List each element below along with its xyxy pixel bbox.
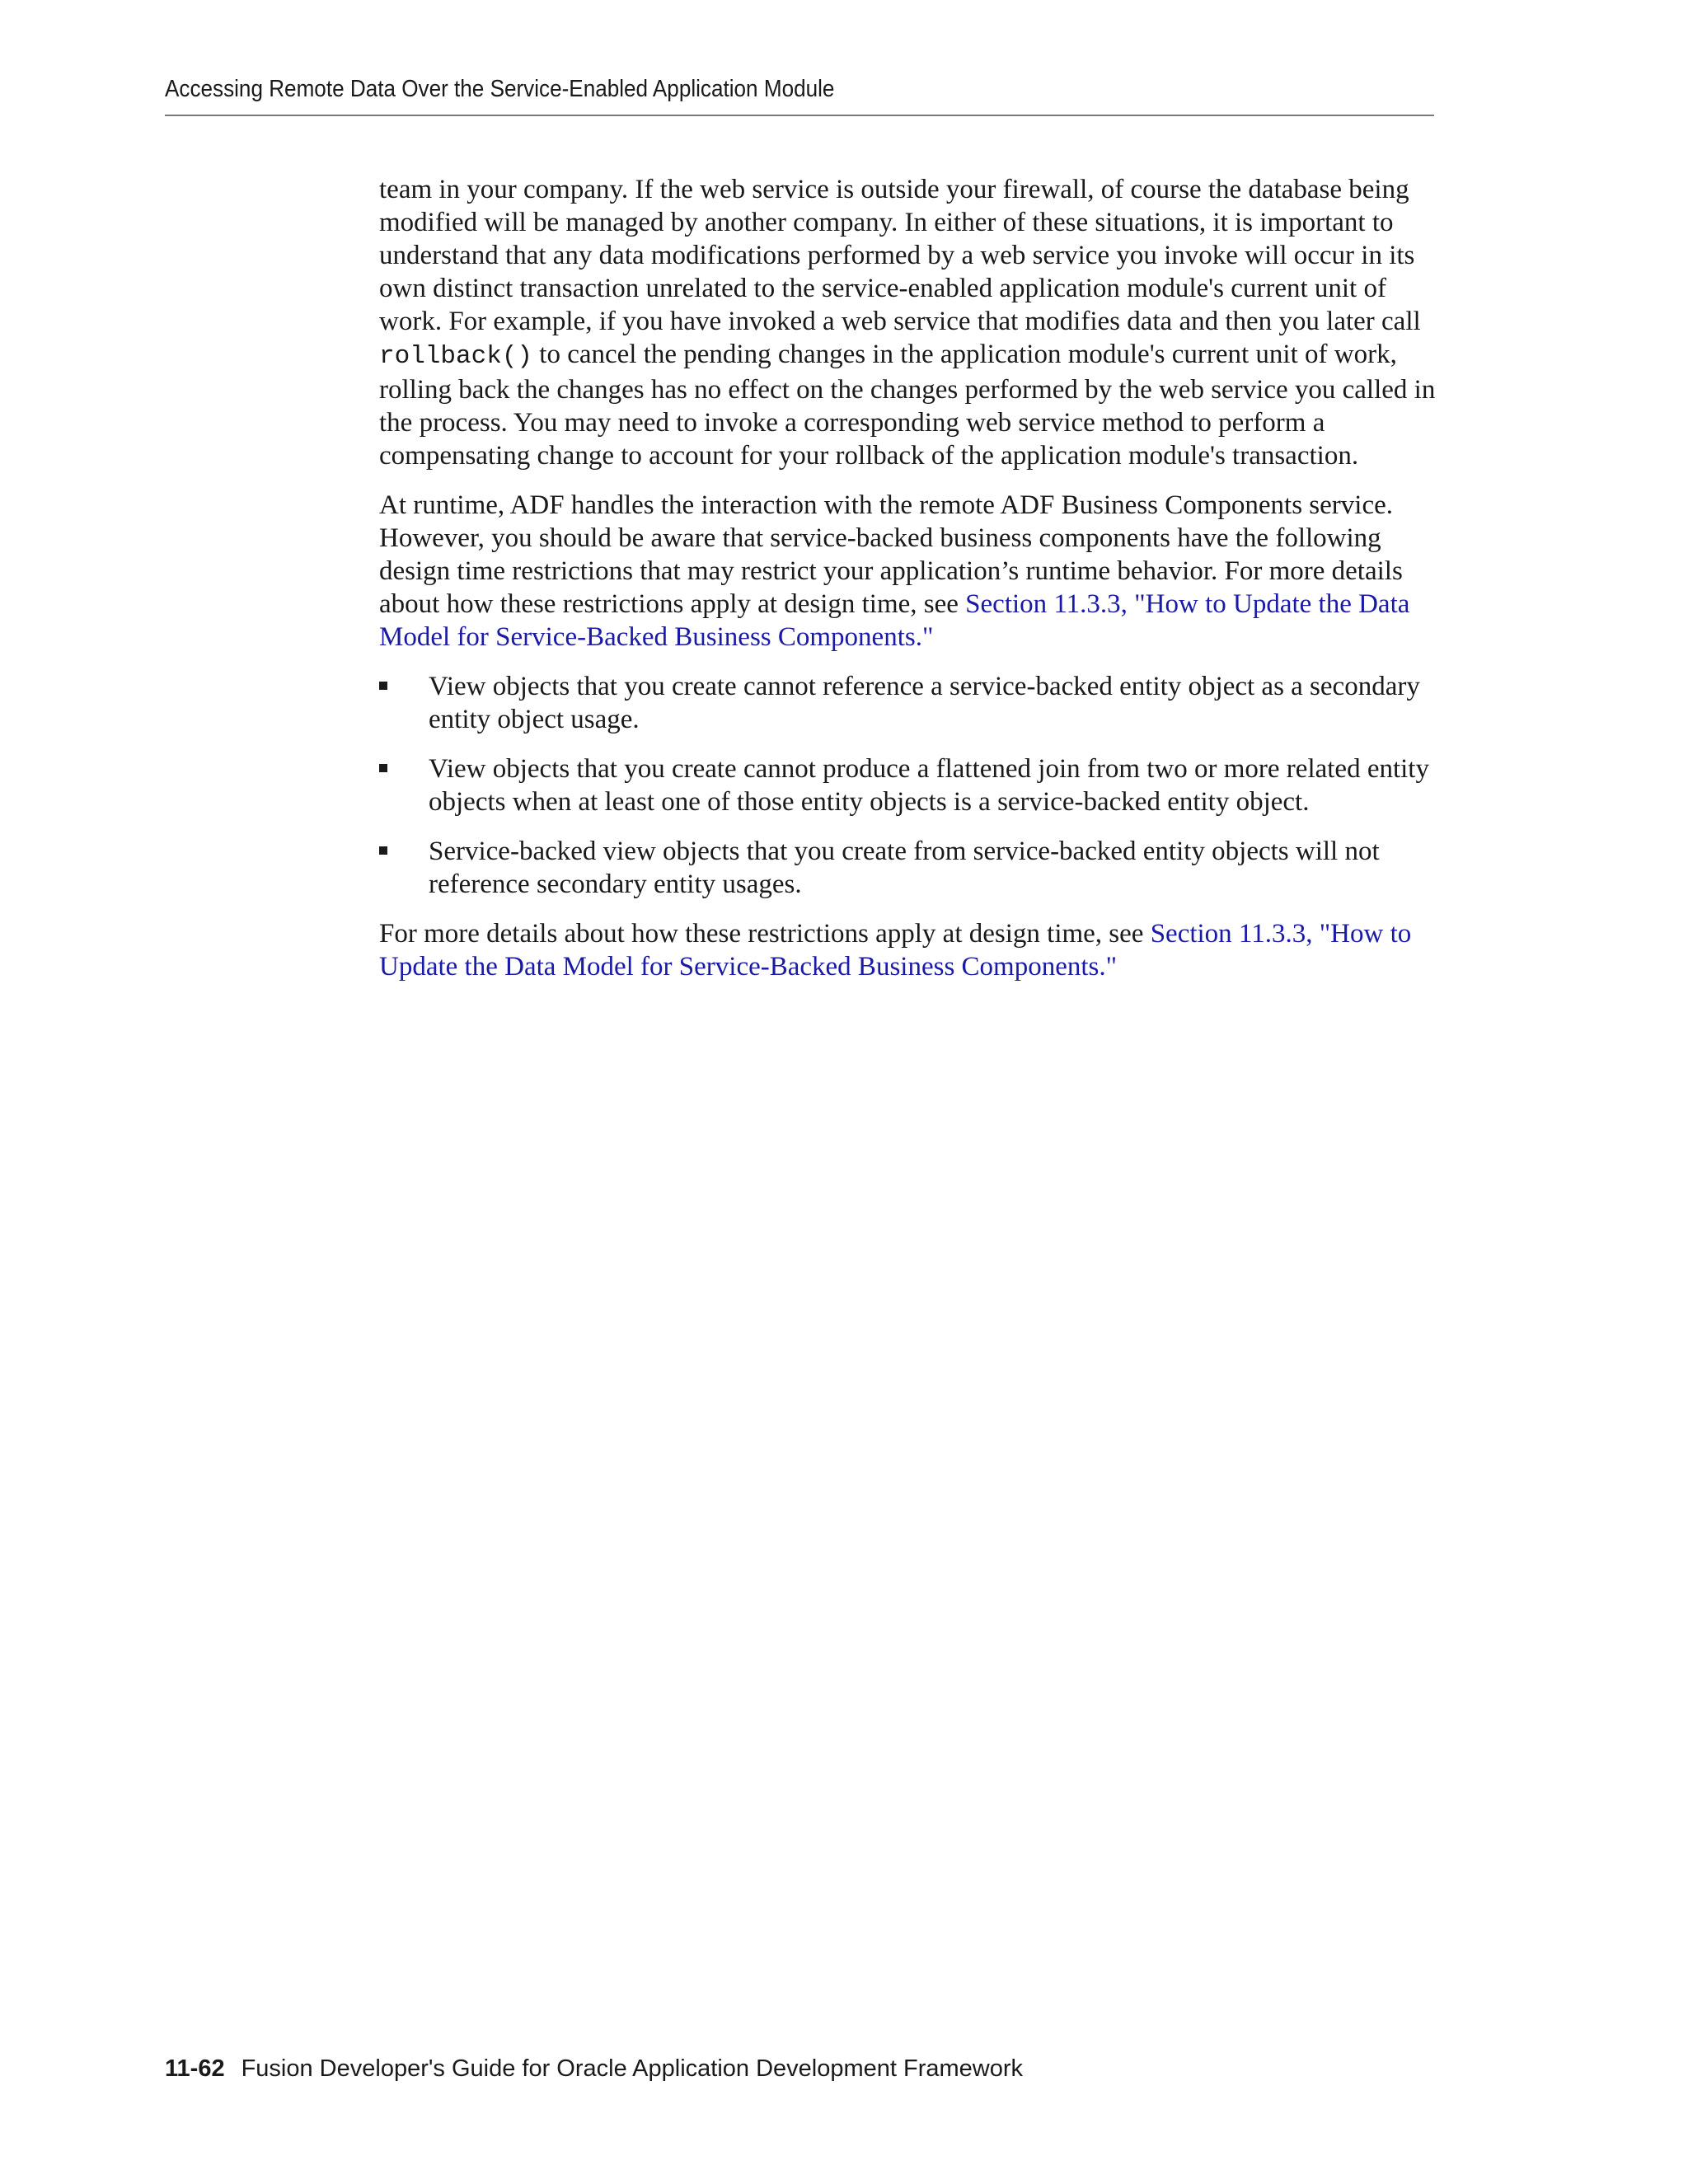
- running-header: Accessing Remote Data Over the Service-Enabled Application Module: [165, 76, 835, 102]
- header-rule: [165, 115, 1434, 116]
- list-item: [379, 752, 1442, 818]
- paragraph-2: [379, 489, 1442, 654]
- link-section-11-3-3[interactable]: Section 11.3.3, "How to Update the Data Model for Service-Backed Business Components.": [379, 589, 1410, 652]
- list-item-text: View objects that you create cannot reference a service-backed entity object as a secondary entity object usage.: [429, 672, 1420, 734]
- main-content: [379, 173, 1442, 1000]
- link-section-11-3-3-second[interactable]: Section 11.3.3, "How to Update the Data Model for Service-Backed Business Components.": [379, 919, 1412, 982]
- restrictions-list: [379, 670, 1442, 901]
- paragraph-3-text: For more details about how these restrictions apply at design time, see: [379, 919, 1151, 949]
- paragraph-1-text-after-code: to cancel the pending changes in the application module's current unit of work, rolling back the changes has no effect on the changes performed by the web service you called in the process. You may need to invoke a corresponding web service method to perform a compensating change to account for your rollback of the application module's transaction.: [379, 340, 1436, 471]
- list-item: [379, 670, 1442, 736]
- bullet-square-icon: [379, 682, 387, 690]
- bullet-square-icon: [379, 846, 387, 855]
- page-number: 11-62: [165, 2055, 225, 2082]
- paragraph-2-text: At runtime, ADF handles the interaction with the remote ADF Business Components service. However, you should be aware that service-backed business components have the following design time restrictions that may restrict your application’s runtime behavior. For more details about how these restrictions apply at design time, see: [379, 490, 1403, 619]
- paragraph-3: [379, 917, 1442, 983]
- inline-code-rollback: rollback(): [379, 342, 533, 371]
- book-title: Fusion Developer's Guide for Oracle Application Development Framework: [241, 2055, 1024, 2082]
- paragraph-1-text-before-code: team in your company. If the web service is outside your firewall, of course the database being modified will be managed by another company. In either of these situations, it is important to understand that any data modifications performed by a web service you invoke will occur in its own distinct transaction unrelated to the service-enabled application module's current unit of work. For example, if you have invoked a web service that modifies data and then you later call: [379, 175, 1421, 336]
- list-item-text: Service-backed view objects that you create from service-backed entity objects will not reference secondary entity usages.: [429, 837, 1380, 899]
- paragraph-1: [379, 173, 1442, 472]
- list-item: [379, 835, 1442, 901]
- running-footer: [165, 2055, 1023, 2083]
- list-item-text: View objects that you create cannot produce a flattened join from two or more related entity objects when at least one of those entity objects is a service-backed entity object.: [429, 754, 1429, 817]
- bullet-square-icon: [379, 764, 387, 772]
